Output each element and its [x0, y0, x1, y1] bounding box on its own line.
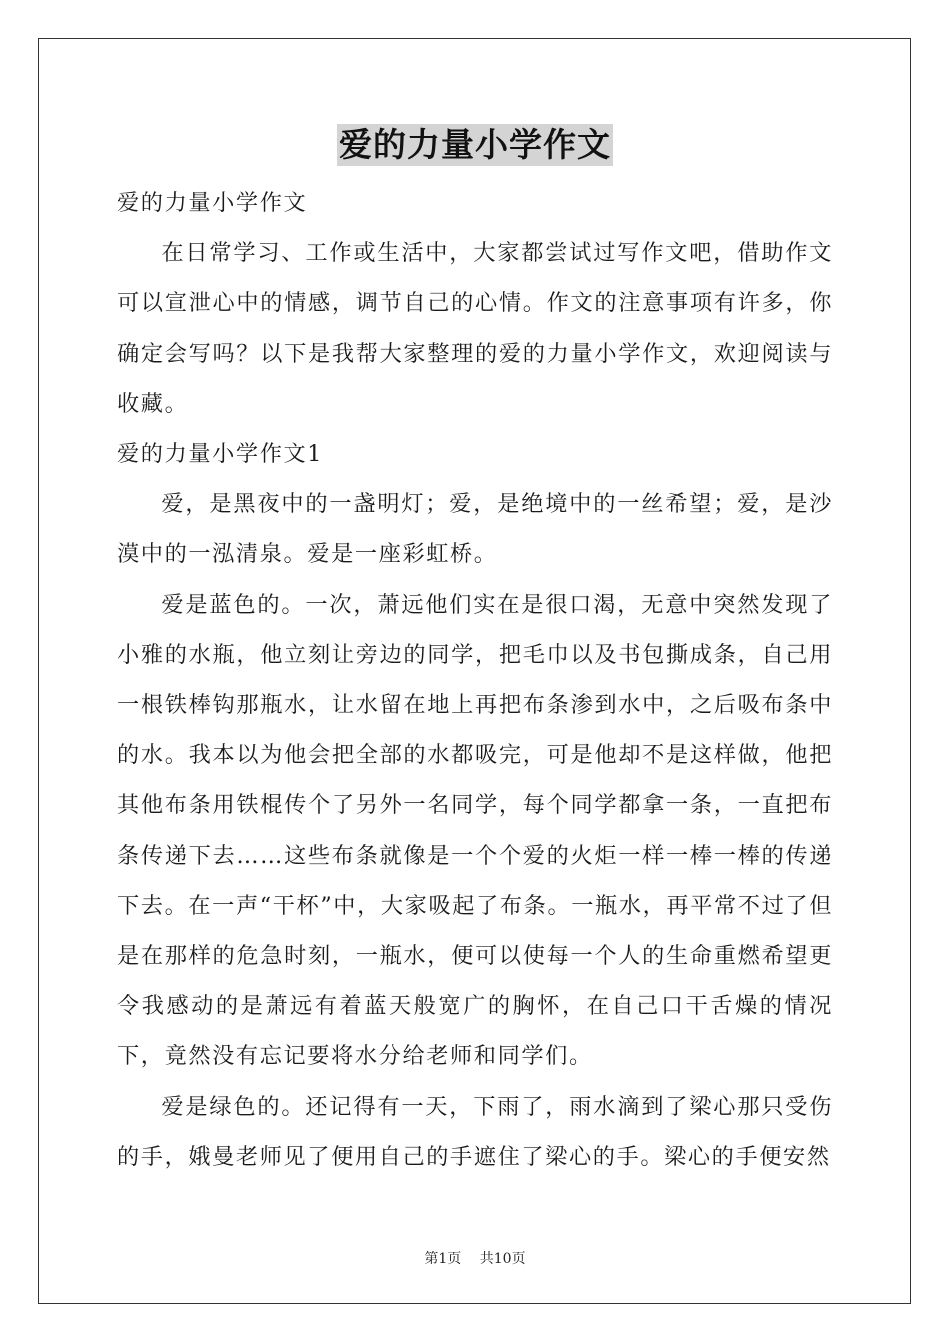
page-number: 第1页 — [424, 1251, 462, 1267]
document-body — [117, 178, 833, 1182]
title-container — [0, 124, 950, 166]
section-heading: 爱的力量小学作文1 — [117, 441, 324, 468]
page-total: 共10页 — [479, 1251, 526, 1267]
page-footer — [0, 1248, 950, 1268]
body-paragraph: 爱是蓝色的。一次，萧远他们实在是很口渴，无意中突然发现了小雅的水瓶，他立刻让旁边的同学，把毛巾以及书包撕成条，自己用一根铁棒钩那瓶水，让水留在地上再把布条渗到水中，之后吸布条中的水。我本以为他会把全部的水都吸完，可是他却不是这样做，他把其他布条用铁棍传个了另外一名同学，每个同学都拿一条，一直把布条传递下去……这些布条就像是一个个爱的火炬一样一棒一棒的传递下去。在一声“干杯”中，大家吸起了布条。一瓶水，再平常不过了但是在那样的危急时刻，一瓶水，便可以使每一个人的生命重燃希望更令我感动的是萧远有着蓝天般宽广的胸怀，在自己口干舌燥的情况下，竟然没有忘记要将水分给老师和同学们。 — [117, 591, 833, 1070]
document-title: 爱的力量小学作文 — [339, 125, 611, 164]
intro-paragraph: 在日常学习、工作或生活中，大家都尝试过写作文吧，借助作文可以宣泄心中的情感，调节自己的心情。作文的注意事项有许多，你确定会写吗？以下是我帮大家整理的爱的力量小学作文，欢迎阅读与收藏。 — [117, 240, 833, 417]
intro-heading: 爱的力量小学作文 — [117, 190, 308, 216]
body-paragraph: 爱是绿色的。还记得有一天，下雨了，雨水滴到了梁心那只受伤的手，娥曼老师见了便用自己的手遮住了梁心的手。梁心的手便安然 — [117, 1093, 833, 1170]
body-paragraph: 爱，是黑夜中的一盏明灯；爱，是绝境中的一丝希望；爱，是沙漠中的一泓清泉。爱是一座彩虹桥。 — [117, 491, 833, 568]
